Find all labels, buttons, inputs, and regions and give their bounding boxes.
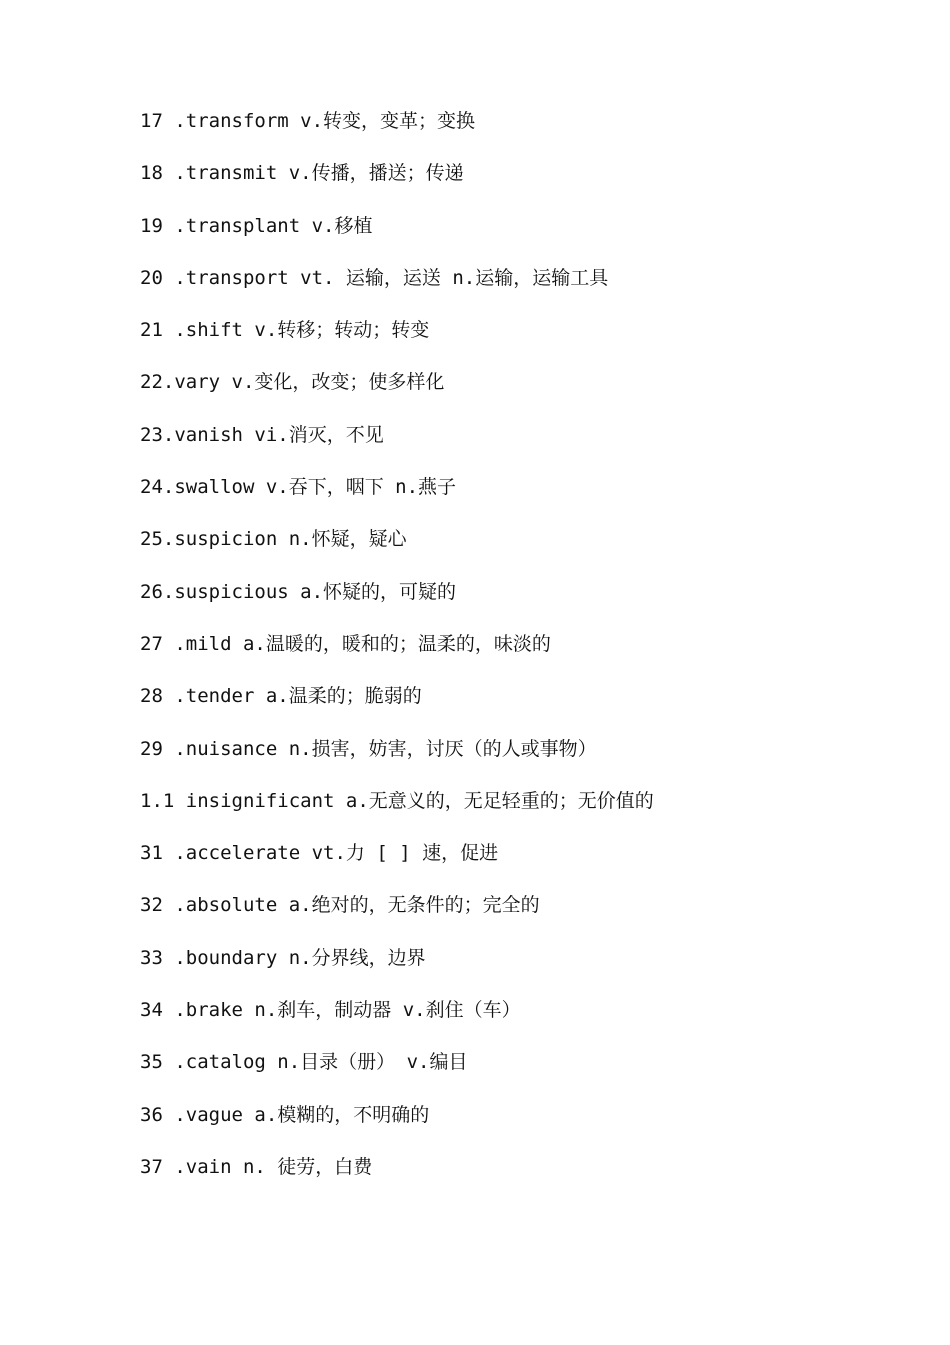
vocab-entry: 18 .transmit v.传播，播送；传递 <box>140 162 464 185</box>
vocab-entry: 25.suspicion n.怀疑，疑心 <box>140 528 407 551</box>
vocab-entry: 17 .transform v.转变，变革；变换 <box>140 110 476 132</box>
vocab-entry: 1.1 insignificant a.无意义的，无足轻重的；无价值的 <box>140 789 654 812</box>
vocab-entry: 27 .mild a.温暖的，暖和的；温柔的，味淡的 <box>140 632 551 655</box>
vocab-entry: 35 .catalog n.目录（册） v.编目 <box>140 1051 468 1074</box>
vocab-entry: 36 .vague a.模糊的，不明确的 <box>140 1103 430 1126</box>
vocab-entry: 22.vary v.变化，改变；使多样化 <box>140 371 445 394</box>
vocab-entry: 26.suspicious a.怀疑的，可疑的 <box>140 580 457 603</box>
vocab-entry: 34 .brake n.刹车，制动器 v.刹住（车） <box>140 999 521 1022</box>
vocab-entry: 23.vanish vi.消灭，不见 <box>140 423 384 446</box>
vocab-entry: 33 .boundary n.分界线，边界 <box>140 946 426 969</box>
vocab-entry: 28 .tender a.温柔的；脆弱的 <box>140 685 422 708</box>
vocab-entry: 32 .absolute a.绝对的，无条件的；完全的 <box>140 894 540 917</box>
vocabulary-list <box>140 106 920 1204</box>
vocab-entry: 21 .shift v.转移；转动；转变 <box>140 319 430 342</box>
vocab-entry: 37 .vain n. 徒劳，白费 <box>140 1155 373 1178</box>
vocab-entry: 19 .transplant v.移植 <box>140 214 373 237</box>
vocab-entry: 29 .nuisance n.损害，妨害，讨厌（的人或事物） <box>140 737 597 760</box>
vocab-entry: 24.swallow v.吞下，咽下 n.燕子 <box>140 476 457 499</box>
vocab-entry: 31 .accelerate vt.力 [ ] 速，促进 <box>140 842 499 865</box>
vocab-entry: 20 .transport vt. 运输，运送 n.运输，运输工具 <box>140 266 609 289</box>
